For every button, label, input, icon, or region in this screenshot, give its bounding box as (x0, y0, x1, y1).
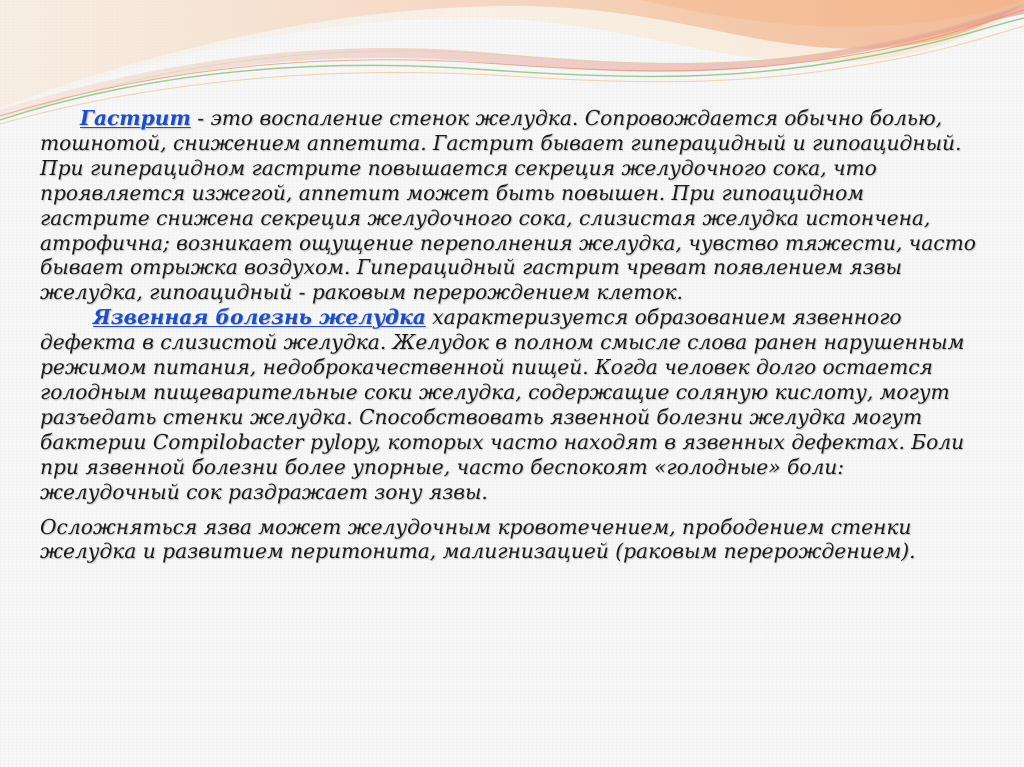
paragraph-ulcer (40, 305, 980, 504)
paragraph-complications: Осложняться язва может желудочным кровотечением, прободением стенки желудка и развитием перитонита, малигнизацией (раковым перерождением). (40, 514, 916, 564)
ulcer-text: характеризуется образованием язвенного дефекта в слизистой желудка. Желудок в полном смысле слова ранен нарушенным режимом питания, недоброкачественной пищей. Когда человек долго остается голодным пищеварительные соки желудка, содержащие соляную кислоту, могут разъедать стенки желудка. Способствовать язвенной болезни желудка могут бактерии Compilobacter pylopy, которых часто находят в язвенных дефектах. Боли при язвенной болезни более упорные, часто беспокоят «голодные» боли: желудочный сок раздражает зону язвы. (40, 305, 965, 504)
paragraph-gastritis (40, 106, 980, 305)
gastritis-term-link[interactable]: Гастрит (80, 106, 191, 130)
ulcer-term-link[interactable]: Язвенная болезнь желудка (93, 305, 426, 330)
slide-body (40, 106, 980, 564)
gastritis-text: - это воспаление стенок желудка. Сопровождается обычно болью, тошнотой, снижением аппетита. Гастрит бывает гиперацидный и гипоацидный. При гиперацидном гастрите повышается секреция желудочного сока, что проявляется изжегой, аппетит может быть повышен. При гипоацидном гастрите снижена секреция желудочного сока, слизистая желудка истончена, атрофична; возникает ощущение переполнения желудка, чувство тяжести, часто бывает отрыжка воздухом. Гиперацидный гастрит чреват появлением язвы желудка, гипоацидный - раковым перерождением клеток. (40, 106, 976, 305)
